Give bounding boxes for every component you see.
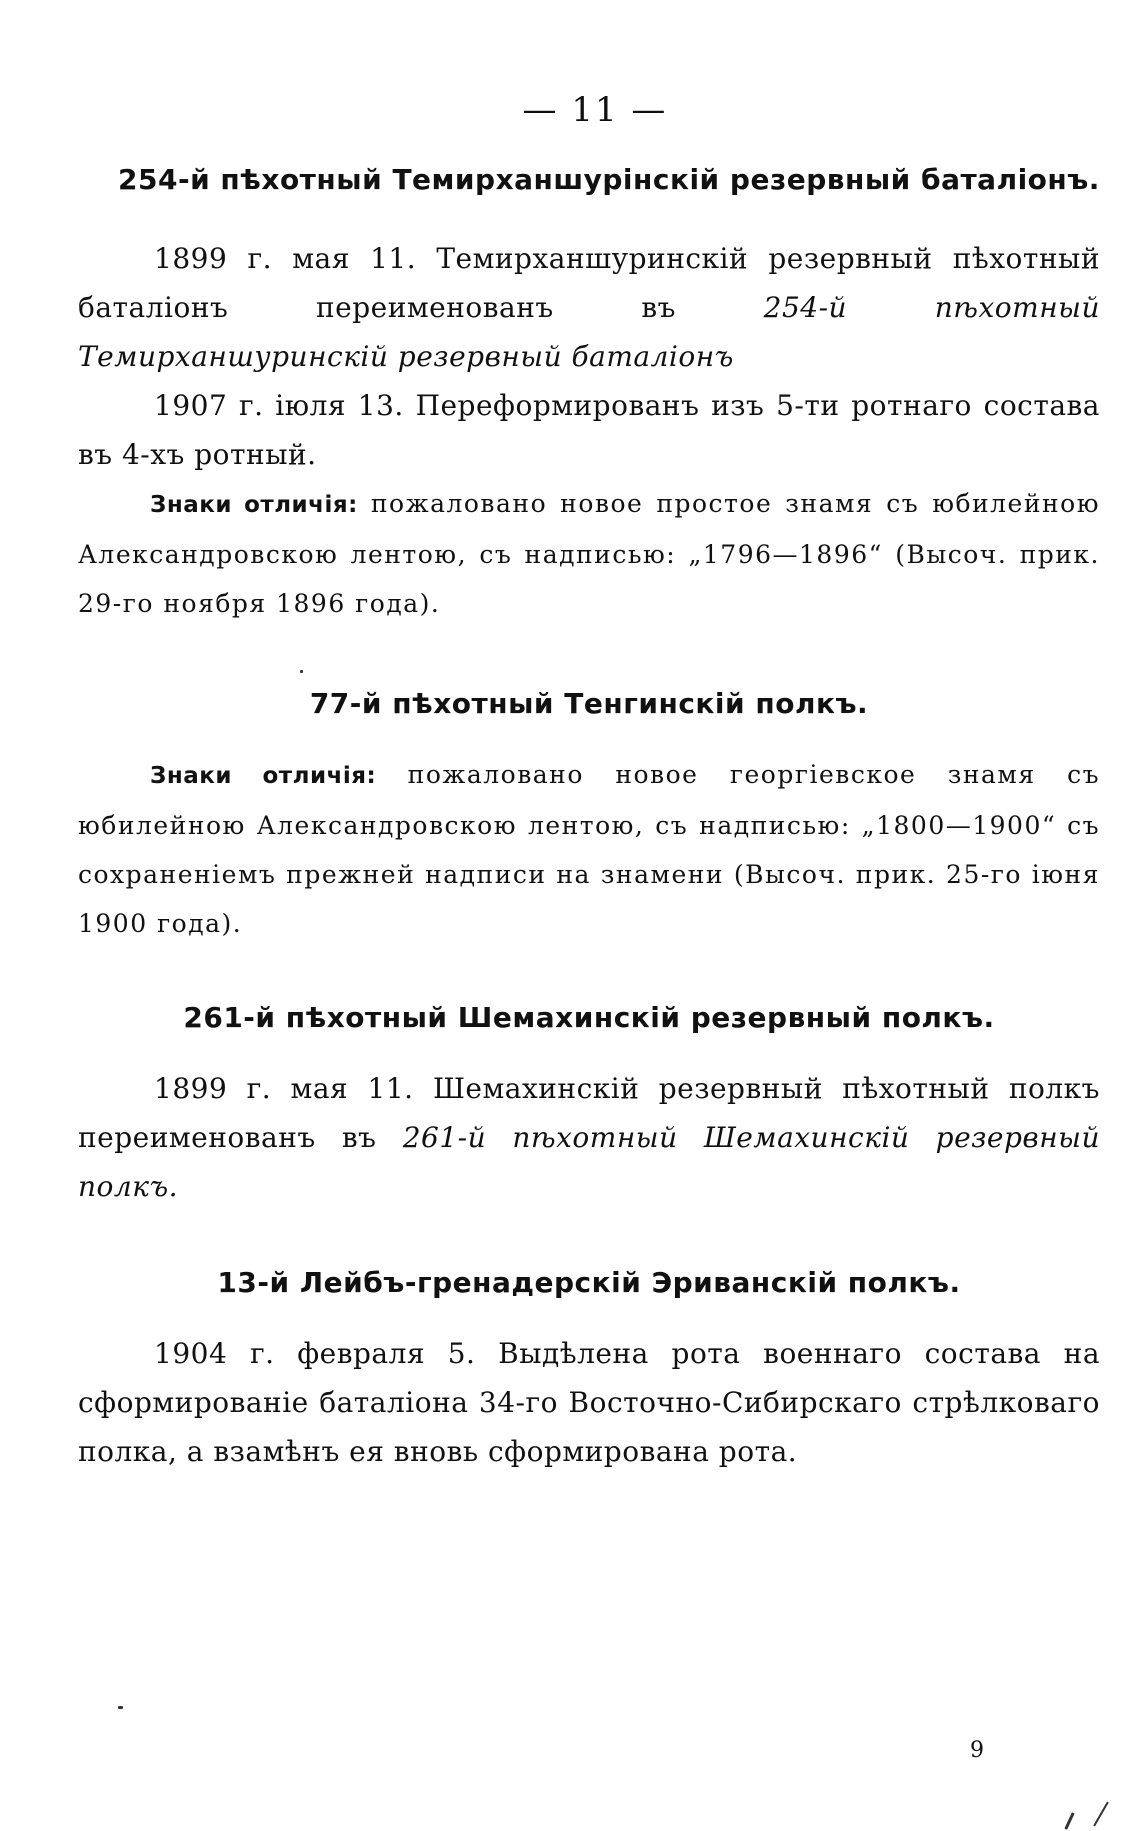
entry-date: 1904 г. февраля 5. xyxy=(154,1337,476,1370)
distinctions-77 xyxy=(78,750,1100,948)
section-heading-13: 13-й Лейбъ-гренадерскій Эриванскій полкъ. xyxy=(217,1266,961,1299)
section-heading-77: 77-й пѣхотный Тенгинскій полкъ. xyxy=(309,687,869,720)
entry-254-1899 xyxy=(78,234,1100,381)
scan-speck xyxy=(1064,1812,1074,1830)
entry-italic-name: 254-й пѣхотный Темирханшуринскій резервный баталіонъ xyxy=(78,291,1100,373)
section-heading-261: 261-й пѣхотный Шемахинскій резервный полкъ. xyxy=(183,1001,995,1034)
distinctions-254 xyxy=(78,479,1100,628)
entry-date: 1899 г. мая 11. xyxy=(154,242,417,275)
entry-date: 1899 г. мая 11. xyxy=(154,1072,414,1105)
scan-speck xyxy=(300,670,303,673)
page-number: — 11 — xyxy=(522,90,668,130)
distinctions-label: Знаки отличія: xyxy=(150,492,358,518)
entry-italic-name: 261-й пѣхотный Шемахинскій резервный полкъ. xyxy=(78,1121,1100,1203)
folio-number: 9 xyxy=(970,1738,984,1763)
entry-261-1899 xyxy=(78,1064,1100,1211)
entry-text: Выдѣлена рота военнаго состава на сформированіе баталіона 34-го Восточно-Сибирскаго стрѣлковаго полка, а взамѣнъ ея вновь сформирована рота. xyxy=(78,1337,1101,1468)
distinctions-text: пожаловано новое георгіевское знамя съ юбилейною Александровскою лентою, съ надписью: „1800—1900“ съ сохраненіемъ прежней надписи на знамени (Высоч. прик. 25-го іюня 1900 года). xyxy=(78,760,1100,938)
distinctions-text: пожаловано новое простое знамя съ юбилейною Александровскою лентою, съ надписью: „1796—1896“ (Высоч. прик. 29-го ноября 1896 года). xyxy=(78,489,1100,618)
entry-13-1904 xyxy=(78,1329,1100,1476)
entry-text: Темирханшуринскій резервный пѣхотный баталіонъ переименованъ въ xyxy=(78,242,1100,324)
section-heading-254: 254-й пѣхотный Темирханшурінскій резервный баталіонъ. xyxy=(118,163,1100,196)
entry-text: Переформированъ изъ 5-ти ротнаго состава въ 4-хъ ротный. xyxy=(78,389,1100,471)
entry-254-1907 xyxy=(78,381,1100,479)
entry-date: 1907 г. іюля 13. xyxy=(154,389,404,422)
scan-speck xyxy=(118,1706,123,1709)
entry-text: Шемахинскій резервный пѣхотный полкъ переименованъ въ xyxy=(78,1072,1100,1154)
distinctions-label: Знаки отличія: xyxy=(150,763,377,789)
page-content xyxy=(78,160,1100,1476)
scan-speck xyxy=(1093,1801,1109,1826)
